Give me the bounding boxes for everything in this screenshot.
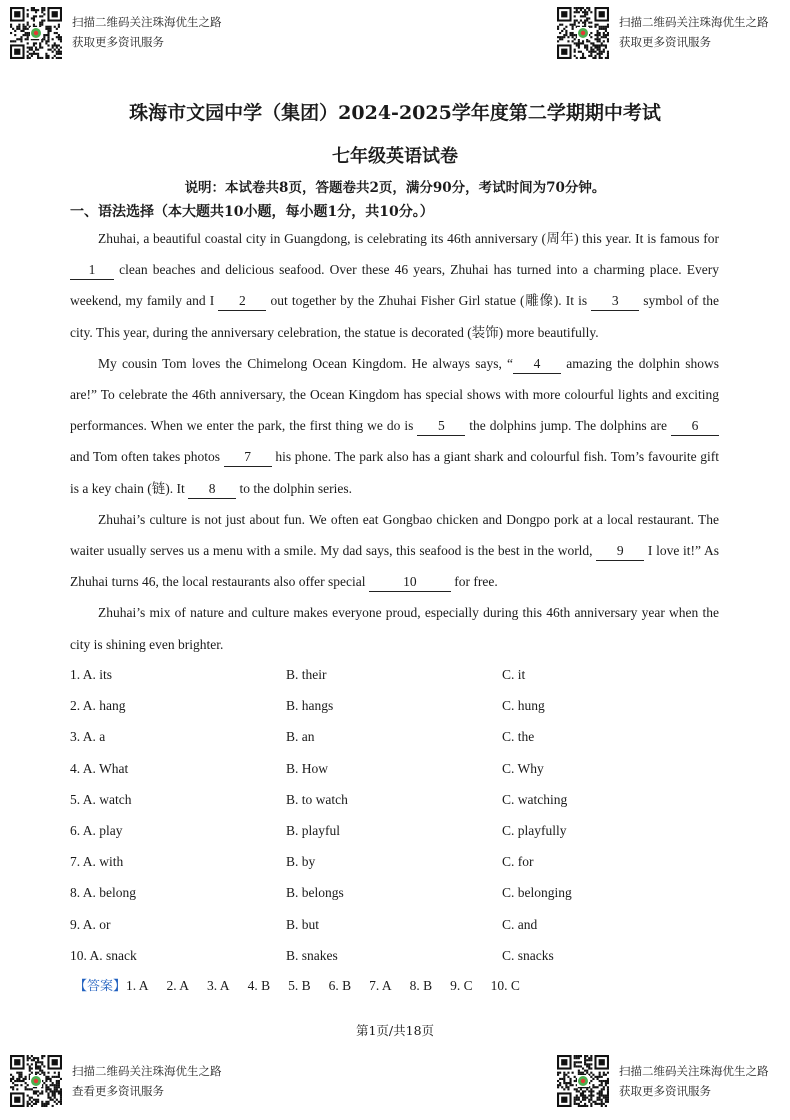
passage-paragraph-3: Zhuhai’s culture is not just about fun. We often eat Gongbao chicken and Dongpo pork at a local restaurant. The waiter usually serves us a menu with a smile. My dad says, this seafood is the best in the world, 9 I love it!” As Zhuhai turns 46, the local restaurants also offer special 10 for free. (70, 504, 719, 598)
option-c: C. hung (502, 698, 545, 714)
header-promo-right (619, 12, 769, 52)
option-b: B. but (286, 916, 320, 932)
blank-2: 2 (218, 292, 266, 311)
option-c: C. snacks (502, 947, 554, 963)
option-row (70, 753, 720, 784)
promo-line-2: 获取更多资讯服务 (72, 35, 164, 49)
header-promo-left (72, 12, 222, 52)
option-row (70, 784, 720, 815)
option-c: C. belonging (502, 885, 572, 901)
option-c: C. playfully (502, 822, 567, 838)
answer-item: 8. B (409, 978, 433, 993)
option-a: 1. A. its (70, 667, 113, 682)
option-row (70, 846, 720, 877)
answer-item: 2. A (166, 978, 190, 993)
blank-10: 10 (369, 573, 451, 592)
option-a: 3. A. a (70, 729, 106, 745)
option-b: B. belongs (286, 885, 344, 901)
option-b: B. to watch (286, 791, 348, 807)
exam-title: 珠海市文园中学（集团）2024-2025学年度第二学期期中考试 (129, 102, 661, 124)
option-b: B. playful (286, 822, 340, 838)
blank-3: 3 (591, 292, 639, 311)
blank-9: 9 (596, 542, 644, 561)
option-b: B. by (286, 854, 316, 870)
promo-line-2: 查看更多资讯服务 (72, 1084, 164, 1098)
qr-code-top-right (557, 7, 609, 59)
blank-1: 1 (70, 261, 114, 280)
blank-7: 7 (224, 448, 272, 467)
option-c: C. Why (502, 760, 544, 776)
answer-item: 7. A (369, 978, 392, 993)
option-a: 5. A. watch (70, 791, 132, 807)
option-row (70, 690, 720, 721)
qr-code-bottom-left (10, 1055, 62, 1107)
promo-line-2: 获取更多资讯服务 (619, 1084, 711, 1098)
promo-line-1: 扫描二维码关注珠海优生之路 (619, 15, 769, 29)
passage-paragraph-1: Zhuhai, a beautiful coastal city in Guangdong, is celebrating its 46th anniversary (周年) this year. It is famous for 1 clean beaches and delicious seafood. Over these 46 years, Zhuhai has turned into a charming place. Every weekend, my family and I 2 out together by the Zhuhai Fisher Girl statue (雕像). It is 3 symbol of the city. This year, during the anniversary celebration, the statue is decorated (装饰) more beautifully. (70, 231, 720, 340)
blank-5: 5 (417, 417, 465, 436)
passage-paragraph-2: My cousin Tom loves the Chimelong Ocean Kingdom. He always says, “ 4 amazing the dolphin shows are!” To celebrate the 46th anniversary, the Ocean Kingdom has special shows with more colourful lights and exciting performances. When we enter the park, the first thing we do is 5 the dolphins jump. The dolphins are 6 and Tom often takes photos 7 his phone. The park also has a giant shark and colourful fish. Tom’s favourite gift is a key chain (链). It 8 to the dolphin series. (70, 348, 719, 504)
footer-promo-right (619, 1061, 769, 1101)
exam-instructions: 说明：本试卷共8页，答题卷共2页，满分90分，考试时间为70分钟。 (184, 180, 606, 196)
answer-item: 9. C (450, 978, 473, 993)
option-a: 6. A. play (70, 822, 123, 838)
option-c: C. it (502, 667, 526, 682)
section-heading: 一、语法选择（本大题共10小题，每小题1分，共10分。） (70, 204, 434, 220)
promo-line-2: 获取更多资讯服务 (619, 35, 711, 49)
option-b: B. How (286, 760, 329, 776)
answer-label: 【答案】 (74, 979, 127, 994)
option-a: 10. A. snack (70, 947, 137, 963)
option-b: B. their (286, 667, 327, 682)
option-b: B. hangs (286, 698, 334, 714)
option-a: 4. A. What (70, 760, 129, 776)
answer-item: 10. C (490, 978, 520, 993)
option-a: 8. A. belong (70, 885, 136, 901)
option-row (70, 909, 720, 940)
answer-item: 3. A (207, 978, 230, 993)
option-a: 9. A. or (70, 916, 111, 932)
option-b: B. an (286, 729, 315, 745)
option-c: C. for (502, 854, 534, 870)
exam-subtitle: 七年级英语试卷 (332, 146, 458, 167)
promo-line-1: 扫描二维码关注珠海优生之路 (619, 1064, 769, 1078)
blank-6: 6 (671, 417, 719, 436)
answer-item: 6. B (328, 978, 352, 993)
promo-line-1: 扫描二维码关注珠海优生之路 (72, 1064, 222, 1078)
answer-item: 5. B (288, 978, 311, 993)
answer-key (74, 970, 538, 1002)
blank-4: 4 (513, 355, 561, 374)
promo-line-1: 扫描二维码关注珠海优生之路 (72, 15, 222, 29)
answer-item: 4. B (247, 978, 271, 993)
page-number: 第1页/共18页 (355, 1023, 435, 1038)
answer-item: 1. A (126, 978, 149, 993)
option-c: C. the (502, 729, 535, 745)
footer-promo-left (72, 1061, 222, 1101)
option-a: 7. A. with (70, 854, 124, 870)
qr-code-top-left (10, 7, 62, 59)
option-row (70, 877, 720, 908)
option-a: 2. A. hang (70, 698, 126, 714)
option-row (70, 940, 720, 971)
option-row (70, 659, 720, 690)
reading-passage (70, 223, 719, 660)
qr-code-bottom-right (557, 1055, 609, 1107)
option-c: C. and (502, 916, 538, 932)
option-b: B. snakes (286, 947, 338, 963)
option-row (70, 815, 720, 846)
blank-8: 8 (188, 480, 236, 499)
answer-options (70, 659, 720, 971)
option-row (70, 721, 720, 752)
passage-paragraph-4: Zhuhai’s mix of nature and culture makes everyone proud, especially during this 46th anniversary year when the city is shining even brighter. (70, 605, 719, 652)
option-c: C. watching (502, 791, 568, 807)
